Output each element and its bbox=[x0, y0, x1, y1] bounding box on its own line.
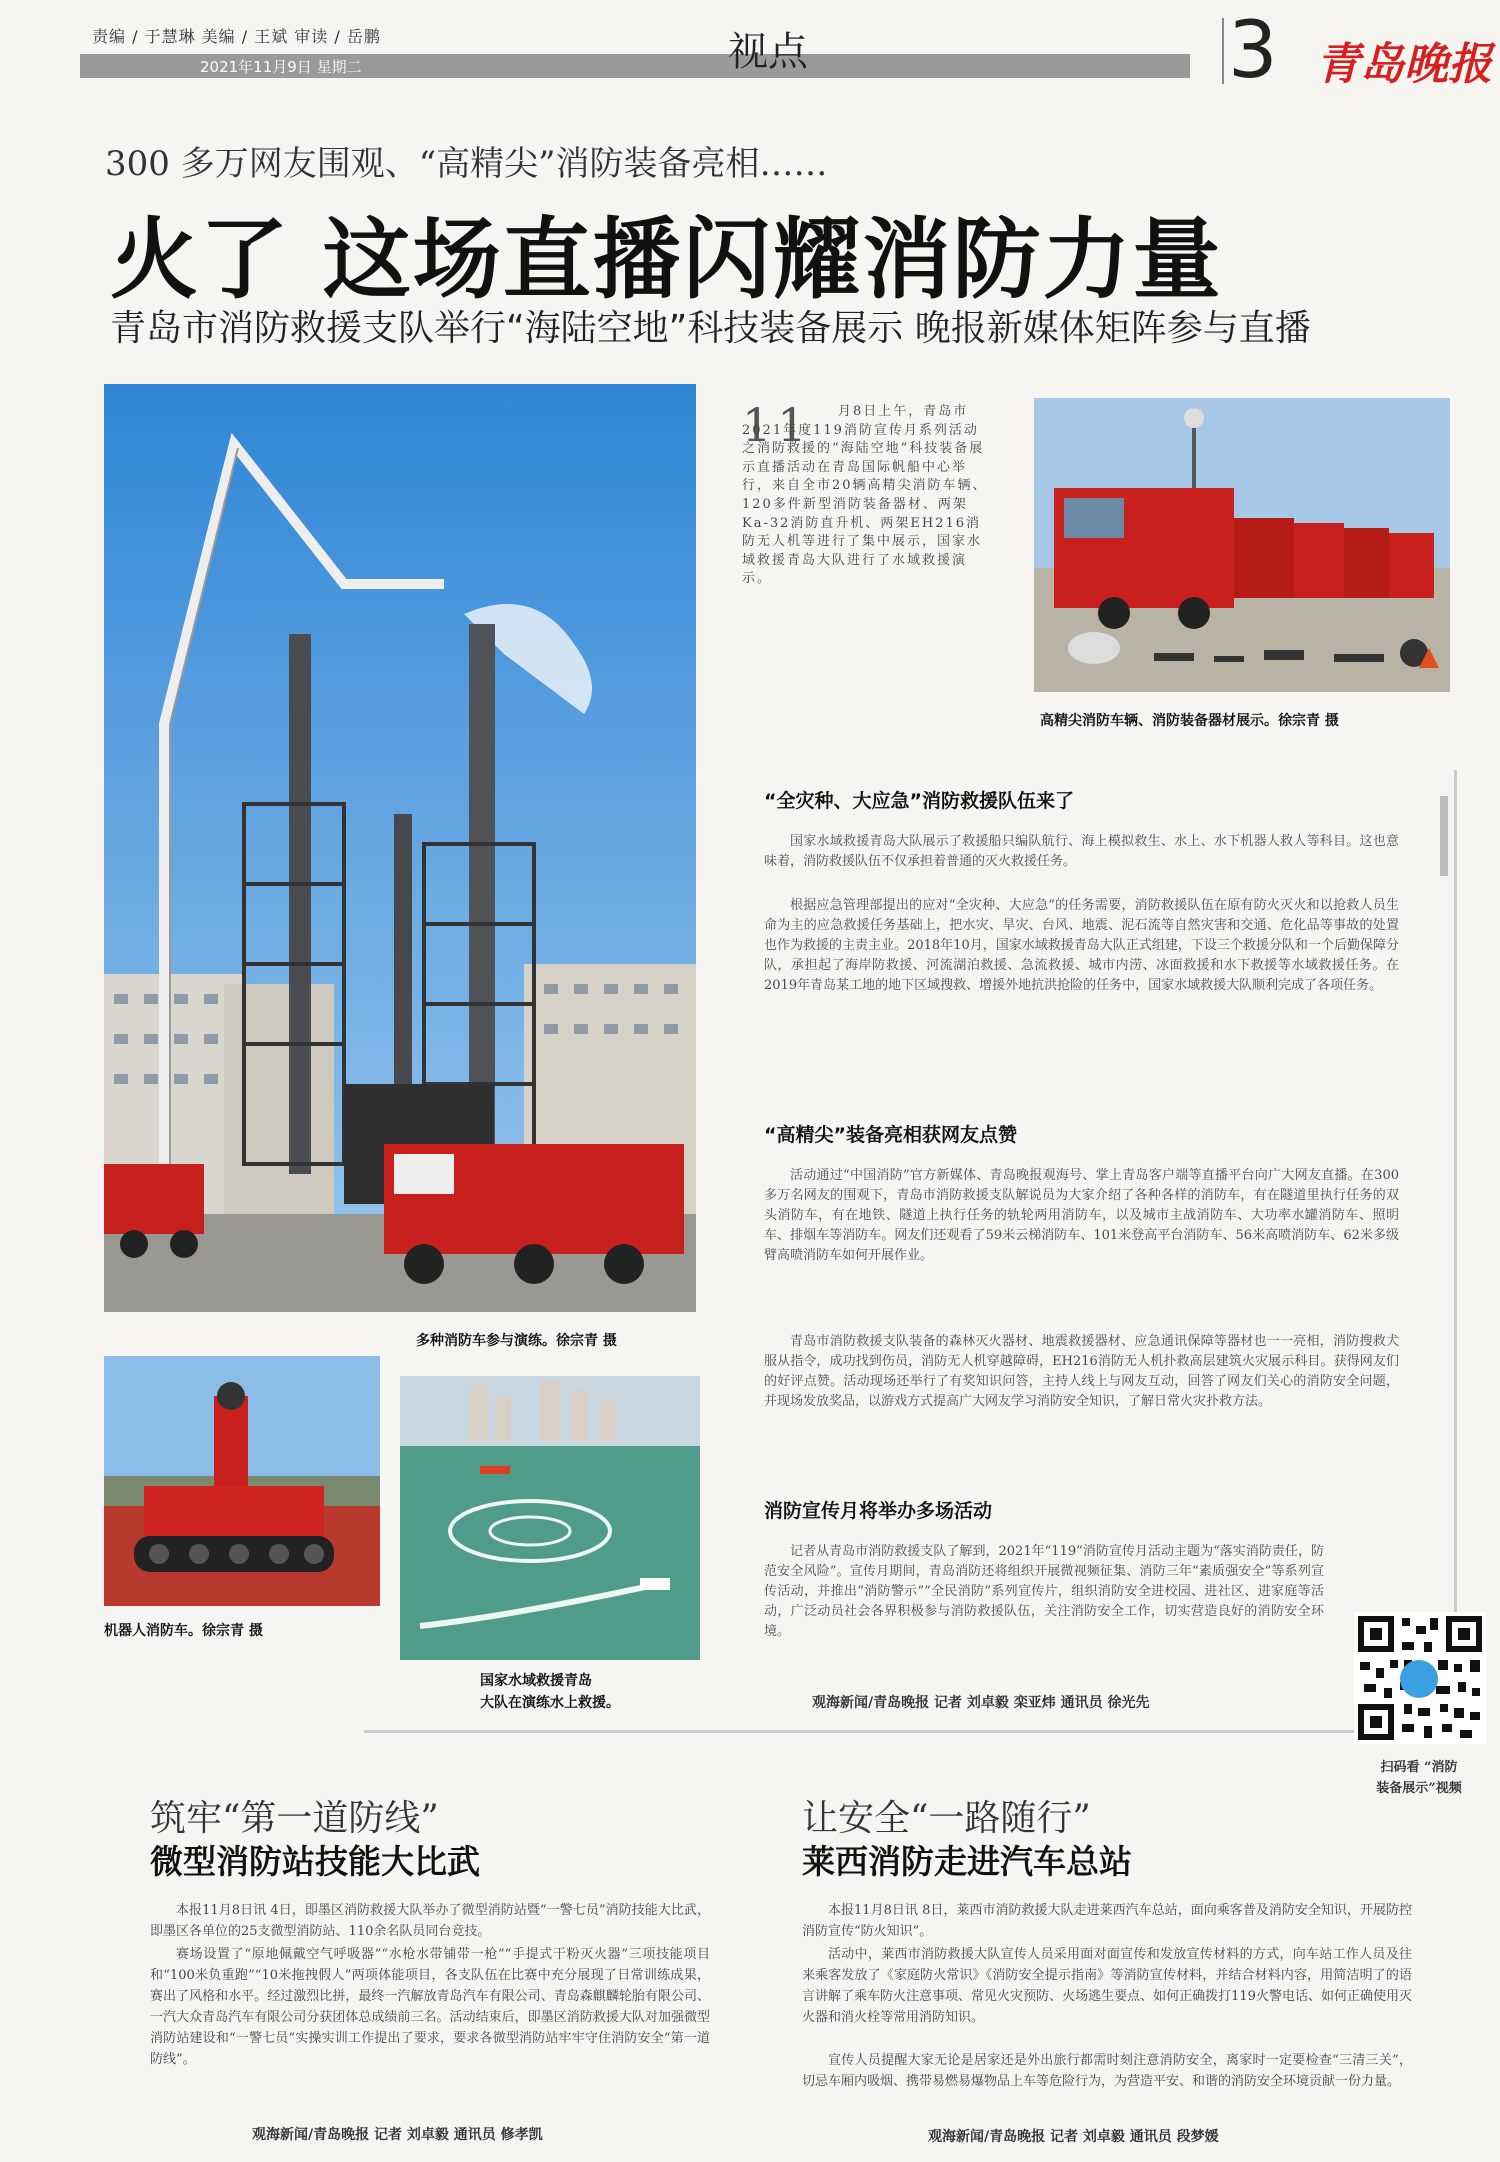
sub-headline: 青岛市消防救援支队举行“海陆空地”科技装备展示 晚报新媒体矩阵参与直播 bbox=[110, 308, 1311, 349]
article-heading-2: “高精尖”装备亮相获网友点赞 bbox=[764, 1124, 1017, 1146]
water-rescue-photo bbox=[400, 1376, 700, 1660]
article-byline: 观海新闻/青岛晚报 记者 刘卓毅 栾亚炜 通讯员 徐光先 bbox=[812, 1695, 1150, 1711]
masthead-credits: 责编 / 于慧琳 美编 / 王斌 审读 / 岳鹏 bbox=[92, 27, 381, 46]
vehicles-photo bbox=[1034, 398, 1450, 692]
article-heading-1: “全灾种、大应急”消防救援队伍来了 bbox=[764, 790, 1074, 812]
water-photo-caption-line1: 国家水域救援青岛 bbox=[480, 1673, 592, 1689]
qr-caption-line1: 扫码看 “消防 bbox=[1380, 1760, 1458, 1775]
masthead-divider bbox=[1222, 18, 1224, 84]
story-right-paragraph: 宣传人员提醒大家无论是居家还是外出旅行都需时刻注意消防安全，离家时一定要检查“三清三关”，切忌车厢内吸烟、携带易燃易爆物品上车等危险行为，为营造平安、和谐的消防安全环境贡献一份力量。 bbox=[802, 2053, 1412, 2089]
vehicles-photo-caption: 高精尖消防车辆、消防装备器材展示。徐宗青 摄 bbox=[1040, 713, 1339, 729]
qr-caption bbox=[1354, 1757, 1484, 1799]
water-photo-caption-line2: 大队在演练水上救援。 bbox=[480, 1695, 620, 1711]
article-paragraph: 根据应急管理部提出的应对“全灾种、大应急”的任务需要，消防救援队伍在原有防火灭火和以抢救人员生命为主的应急救援任务基础上，把水灾、旱灾、台风、地震、泥石流等自然灾害和交通、危化品等事故的处置也作为救援的主责主业。2018年10月，国家水域救援青岛大队正式组建，下设三个救援分队和一个后勤保障分队，承担起了海岸防救援、河流湖泊救援、急流救援、城市内涝、冰面救援和水下救援等水域救援任务。在2019年青岛某工地的地下区域搜救、增援外地抗洪抢险的任务中，国家水域救援大队顺利完成了各项任务。 bbox=[764, 898, 1399, 993]
kicker-headline: 300 多万网友围观、“高精尖”消防装备亮相…… bbox=[105, 144, 828, 184]
article-scrollbar-thumb bbox=[1440, 796, 1448, 876]
section-name: 视点 bbox=[728, 29, 808, 75]
story-left-byline: 观海新闻/青岛晚报 记者 刘卓毅 通讯员 修孝凯 bbox=[252, 2127, 543, 2143]
article-paragraph: 国家水域救援青岛大队展示了救援船只编队航行、海上模拟救生、水上、水下机器人救人等科目。这也意味着，消防救援队伍不仅承担着普通的灭火救援任务。 bbox=[764, 834, 1399, 869]
robot-vehicle-photo bbox=[104, 1356, 380, 1606]
article-paragraph: 活动通过“中国消防”官方新媒体、青岛晚报观海号、掌上青岛客户端等直播平台向广大网友直播。在300多万名网友的围观下，青岛市消防救援支队解说员为大家介绍了各种各样的消防车，有在隧道里执行任务的双头消防车，有在地铁、隧道上执行任务的轨轮两用消防车，以及城市主战消防车、大功率水罐消防车、照明车、排烟车等消防车。网友们还观看了59米云梯消防车、101米登高平台消防车、56米高喷消防车、62米多级臂高喷消防车如何开展作业。 bbox=[764, 1168, 1399, 1263]
main-photo-caption: 多种消防车参与演练。徐宗青 摄 bbox=[416, 1333, 617, 1349]
story-left-paragraph: 本报11月8日讯 4日，即墨区消防救援大队举办了微型消防站暨“一警七员”消防技能大比武，即墨区各单位的25支微型消防站、110余名队员同台竞技。 bbox=[150, 1903, 710, 1939]
page-number: 3 bbox=[1228, 6, 1278, 96]
article-paragraph: 青岛市消防救援支队装备的森林灭火器材、地震救援器材、应急通讯保障等器材也一一亮相，消防搜救犬服从指令，成功找到伤员，消防无人机穿越障碍，EH216消防无人机扑救高层建筑火灾展示科目。获得网友们的好评点赞。活动现场还举行了有奖知识问答，主持人线上与网友互动，回答了网友们关心的消防安全问题，并现场发放奖品，以游戏方式提高广大网友学习消防安全知识，了解日常火灾扑救方法。 bbox=[764, 1334, 1399, 1409]
paper-logo: 青岛晚报 bbox=[1316, 39, 1492, 90]
story-left-headline: 微型消防站技能大比武 bbox=[150, 1842, 480, 1881]
lead-dropcap-number: 11 bbox=[742, 398, 813, 452]
lead-paragraph: 月8日上午，青岛市2021年度119消防宣传月系列活动之消防救援的“海陆空地”科技装备展示直播活动在青岛国际帆船中心举行，来自全市20辆高精尖消防车辆、120多件新型消防装备器材、两架Ka-32消防直升机、两架EH216消防无人机等进行了集中展示，国家水域救援青岛大队进行了水域救援演示。 bbox=[742, 404, 988, 587]
masthead-date: 2021年11月9日 星期二 bbox=[200, 58, 362, 76]
story-left-kicker: 筑牢“第一道防线” bbox=[150, 1798, 439, 1839]
article-heading-3: 消防宣传月将举办多场活动 bbox=[764, 1500, 993, 1522]
qr-caption-line2: 装备展示”视频 bbox=[1376, 1781, 1462, 1796]
story-right-byline: 观海新闻/青岛晚报 记者 刘卓毅 通讯员 段梦媛 bbox=[928, 2129, 1219, 2145]
story-right-paragraph: 本报11月8日讯 8日，莱西市消防救援大队走进莱西汽车总站，面向乘客普及消防安全知识，开展防控消防宣传“防火知识”。 bbox=[802, 1903, 1412, 1939]
story-right-headline: 莱西消防走进汽车总站 bbox=[802, 1842, 1132, 1881]
story-left-paragraph: 赛场设置了“原地佩戴空气呼吸器”“水枪水带铺带一枪”“手提式干粉灭火器”三项技能项目和“100米负重跑”“10米拖拽假人”两项体能项目，各支队伍在比赛中充分展现了日常训练成果，赛出了风格和水平。经过激烈比拼，最终一汽解放青岛汽车有限公司、青岛森麒麟轮胎有限公司、一汽大众青岛汽车有限公司分获团体总成绩前三名。活动结束后，即墨区消防救援大队对加强微型消防站建设和“一警七员”实操实训工作提出了要求，要求各微型消防站牢牢守住消防安全“第一道防线”。 bbox=[150, 1947, 710, 2067]
story-right-kicker: 让安全“一路随行” bbox=[802, 1798, 1091, 1839]
story-right-paragraph: 活动中，莱西市消防救援大队宣传人员采用面对面宣传和发放宣传材料的方式，向车站工作人员及往来乘客发放了《家庭防火常识》《消防安全提示指南》等消防宣传材料，并结合材料内容，用简洁明了的语言讲解了乘车防火注意事项、常见火灾预防、火场逃生要点、如何正确拨打119火警电话、如何正确使用灭火器和消火栓等常用消防知识。 bbox=[802, 1947, 1412, 2025]
qr-center-icon bbox=[1400, 1660, 1438, 1698]
robot-photo-caption: 机器人消防车。徐宗青 摄 bbox=[104, 1623, 263, 1639]
main-headline: 火了 这场直播闪耀消防力量 bbox=[110, 208, 1223, 311]
article-paragraph: 记者从青岛市消防救援支队了解到，2021年“119”消防宣传月活动主题为“落实消防责任，防范安全风险”。宣传月期间，青岛消防还将组织开展微视频征集、消防三年“素质强安全”等系列宣传活动，并推出“消防警示”“全民消防”系列宣传片，组织消防安全进校园、进社区、进家庭等活动，广泛动员社会各界积极参与消防救援队伍，关注消防安全工作，切实营造良好的消防安全环境。 bbox=[764, 1544, 1324, 1639]
